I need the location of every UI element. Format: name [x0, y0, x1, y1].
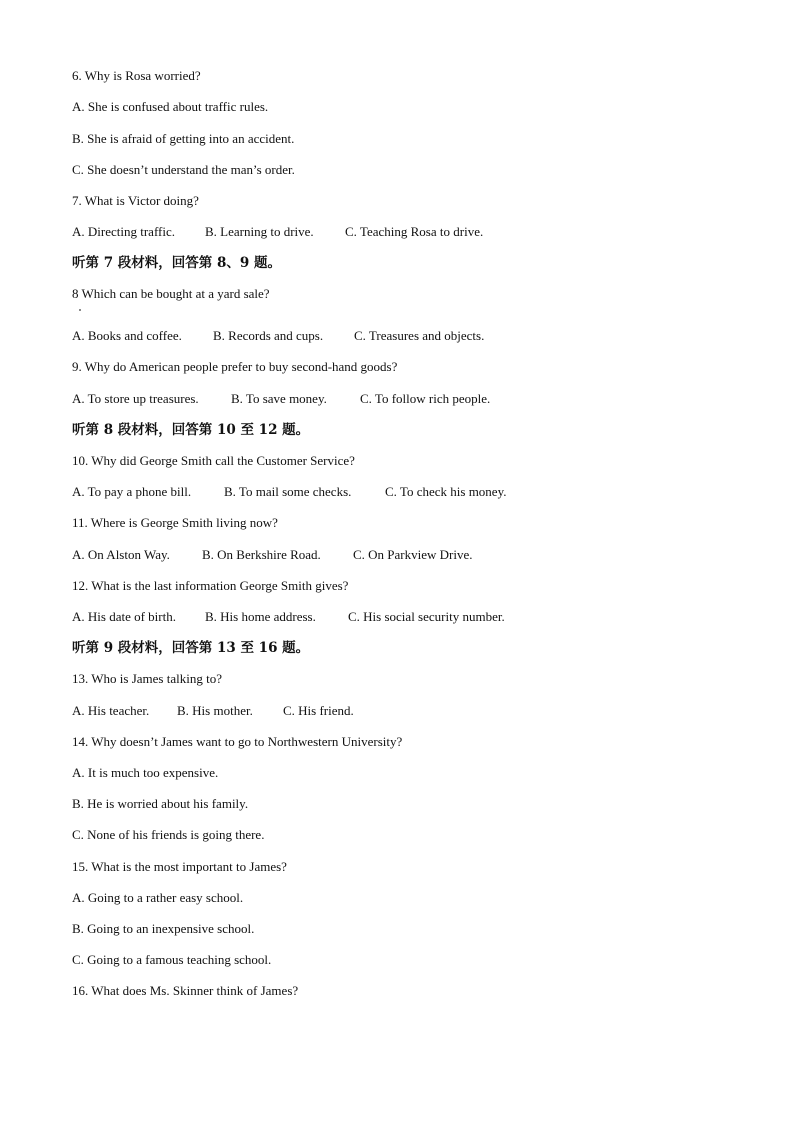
question-8-options: [72, 328, 484, 344]
question-7-option-a: A. Directing traffic.: [72, 224, 175, 239]
question-9-option-a: A. To store up treasures.: [72, 391, 199, 406]
question-8: 8 Which can be bought at a yard sale?: [72, 286, 270, 301]
question-7-option-b: B. Learning to drive.: [205, 224, 314, 239]
question-7-option-c: C. Teaching Rosa to drive.: [345, 224, 484, 239]
question-12-options: [72, 609, 505, 625]
question-9-option-c: C. To follow rich people.: [360, 391, 491, 406]
question-10: 10. Why did George Smith call the Customer Service?: [72, 453, 355, 468]
question-8-option-a: A. Books and coffee.: [72, 328, 182, 343]
question-15-option-b: B. Going to an inexpensive school.: [72, 921, 255, 936]
section-heading-7: 听第 7 段材料，回答第 8、9 题。: [72, 255, 281, 271]
question-14: 14. Why doesn’t James want to go to Northwestern University?: [72, 734, 403, 749]
question-10-option-b: B. To mail some checks.: [224, 484, 352, 499]
question-11-option-c: C. On Parkview Drive.: [353, 547, 473, 562]
question-13-option-c: C. His friend.: [283, 703, 354, 718]
question-11-option-a: A. On Alston Way.: [72, 547, 170, 562]
stray-mark: [79, 309, 81, 311]
question-10-option-c: C. To check his money.: [385, 484, 507, 499]
question-8-option-b: B. Records and cups.: [213, 328, 324, 343]
question-12-option-b: B. His home address.: [205, 609, 316, 624]
question-8-option-c: C. Treasures and objects.: [354, 328, 485, 343]
question-14-option-c: C. None of his friends is going there.: [72, 827, 265, 842]
question-12-option-a: A. His date of birth.: [72, 609, 176, 624]
question-6: 6. Why is Rosa worried?: [72, 68, 201, 83]
question-13-options: [72, 703, 354, 719]
question-13-option-b: B. His mother.: [177, 703, 253, 718]
question-15-option-a: A. Going to a rather easy school.: [72, 890, 244, 905]
question-11: 11. Where is George Smith living now?: [72, 515, 278, 530]
question-11-options: [72, 547, 473, 563]
question-14-option-b: B. He is worried about his family.: [72, 796, 249, 811]
question-7: 7. What is Victor doing?: [72, 193, 199, 208]
question-9-option-b: B. To save money.: [231, 391, 327, 406]
section-heading-8: 听第 8 段材料，回答第 10 至 12 题。: [72, 422, 310, 438]
question-15: 15. What is the most important to James?: [72, 859, 287, 874]
question-6-option-a: A. She is confused about traffic rules.: [72, 99, 269, 114]
question-11-option-b: B. On Berkshire Road.: [202, 547, 321, 562]
question-13-option-a: A. His teacher.: [72, 703, 150, 718]
question-6-option-b: B. She is afraid of getting into an accident.: [72, 131, 295, 146]
question-10-option-a: A. To pay a phone bill.: [72, 484, 192, 499]
question-12: 12. What is the last information George Smith gives?: [72, 578, 349, 593]
question-13: 13. Who is James talking to?: [72, 671, 222, 686]
question-6-option-c: C. She doesn’t understand the man’s order.: [72, 162, 295, 177]
question-14-option-a: A. It is much too expensive.: [72, 765, 219, 780]
section-heading-9: 听第 9 段材料，回答第 13 至 16 题。: [72, 640, 310, 656]
question-7-options: [72, 224, 483, 240]
question-9: 9. Why do American people prefer to buy second-hand goods?: [72, 359, 398, 374]
question-16: 16. What does Ms. Skinner think of James?: [72, 983, 299, 998]
question-10-options: [72, 484, 507, 500]
question-15-option-c: C. Going to a famous teaching school.: [72, 952, 272, 967]
question-12-option-c: C. His social security number.: [348, 609, 505, 624]
question-9-options: [72, 391, 490, 407]
